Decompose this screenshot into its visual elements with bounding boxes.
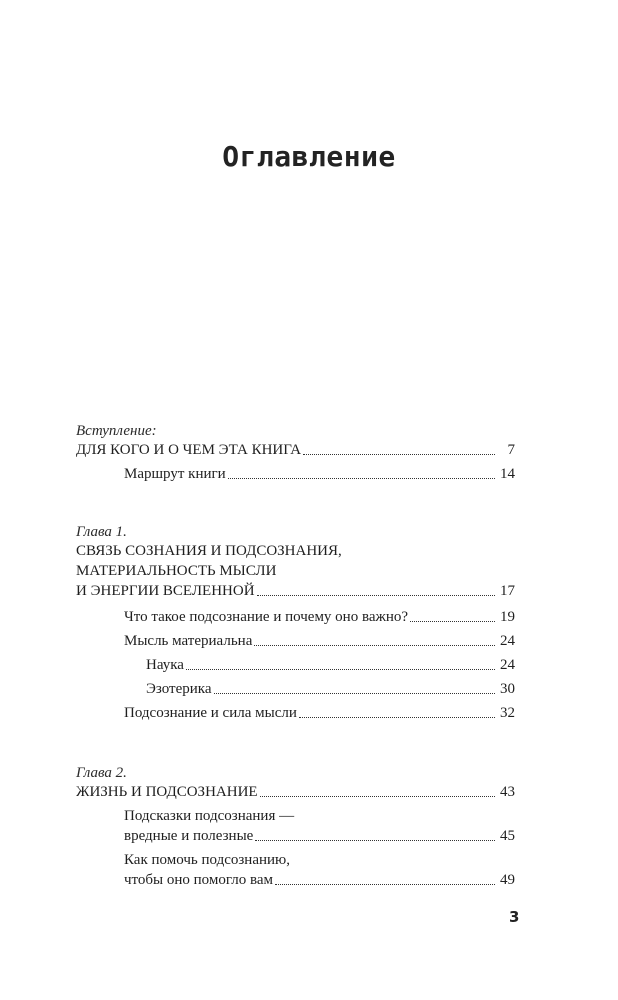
chapter2-label: Глава 2. xyxy=(76,765,127,781)
chapter1-title-line: МАТЕРИАЛЬНОСТЬ МЫСЛИ xyxy=(76,563,277,579)
toc-entry-page: 32 xyxy=(500,705,515,721)
toc-chapter2-section xyxy=(76,764,515,890)
chapter1-title-line: И ЭНЕРГИИ ВСЕЛЕННОЙ xyxy=(76,583,255,599)
toc-entry-line: Подсказки подсознания — xyxy=(124,808,295,824)
chapter1-title-block xyxy=(76,541,515,601)
dot-leader xyxy=(254,644,495,646)
toc-subentry-page: 24 xyxy=(500,657,515,673)
toc-entry-page: 14 xyxy=(500,466,515,482)
toc-subentry xyxy=(76,655,515,675)
page-number: 3 xyxy=(509,908,520,926)
toc-entry-page: 49 xyxy=(500,872,515,888)
toc-entry-line: вредные и полезные xyxy=(124,828,254,844)
dot-leader xyxy=(255,839,495,841)
toc-entry-line: Как помочь подсознанию, xyxy=(124,852,290,868)
toc-entry-title: Подсознание и сила мысли xyxy=(124,705,297,721)
dot-leader xyxy=(303,453,495,455)
dot-leader xyxy=(299,716,495,718)
toc-entry xyxy=(76,631,515,651)
toc-chapter1-section xyxy=(76,523,515,723)
chapter1-title-line: СВЯЗЬ СОЗНАНИЯ И ПОДСОЗНАНИЯ, xyxy=(76,543,342,559)
toc-entry xyxy=(76,607,515,627)
toc-entry-line: чтобы оно помогло вам xyxy=(124,872,274,888)
toc-subentry-page: 30 xyxy=(500,681,515,697)
toc-entry-title: Мысль материальна xyxy=(124,633,253,649)
intro-main-page: 7 xyxy=(507,442,515,458)
chapter2-main-page: 43 xyxy=(500,784,515,800)
dot-leader xyxy=(228,477,495,479)
chapter1-final-line xyxy=(76,581,515,601)
toc-subentry xyxy=(76,679,515,699)
toc-subentry-title: Эзотерика xyxy=(146,681,212,697)
intro-main-title: ДЛЯ КОГО И О ЧЕМ ЭТА КНИГА xyxy=(76,442,302,458)
dot-leader xyxy=(410,620,495,622)
chapter2-main-entry xyxy=(76,782,515,802)
chapter1-main-page: 17 xyxy=(500,583,515,599)
dot-leader xyxy=(214,692,495,694)
dot-leader xyxy=(257,594,495,596)
toc-entry xyxy=(76,464,515,484)
toc-entry-title: Маршрут книги xyxy=(124,466,226,482)
intro-label: Вступление: xyxy=(76,423,157,439)
dot-leader xyxy=(260,795,495,797)
toc-entry xyxy=(76,703,515,723)
toc-entry-title: Что такое подсознание и почему оно важно? xyxy=(124,609,409,625)
toc-entry-final-line xyxy=(124,870,515,890)
toc-entry-page: 45 xyxy=(500,828,515,844)
toc-multiline-entry xyxy=(76,850,515,890)
toc-multiline-entry xyxy=(76,806,515,846)
chapter2-main-title: ЖИЗНЬ И ПОДСОЗНАНИЕ xyxy=(76,784,258,800)
intro-main-entry xyxy=(76,440,515,460)
toc-subentry-title: Наука xyxy=(146,657,184,673)
toc-entry-page: 19 xyxy=(500,609,515,625)
toc-entry-final-line xyxy=(124,826,515,846)
page-title: Оглавление xyxy=(222,140,396,173)
toc-intro-section xyxy=(76,422,515,484)
dot-leader xyxy=(186,668,495,670)
chapter1-label: Глава 1. xyxy=(76,524,127,540)
dot-leader xyxy=(275,883,495,885)
toc-entry-page: 24 xyxy=(500,633,515,649)
